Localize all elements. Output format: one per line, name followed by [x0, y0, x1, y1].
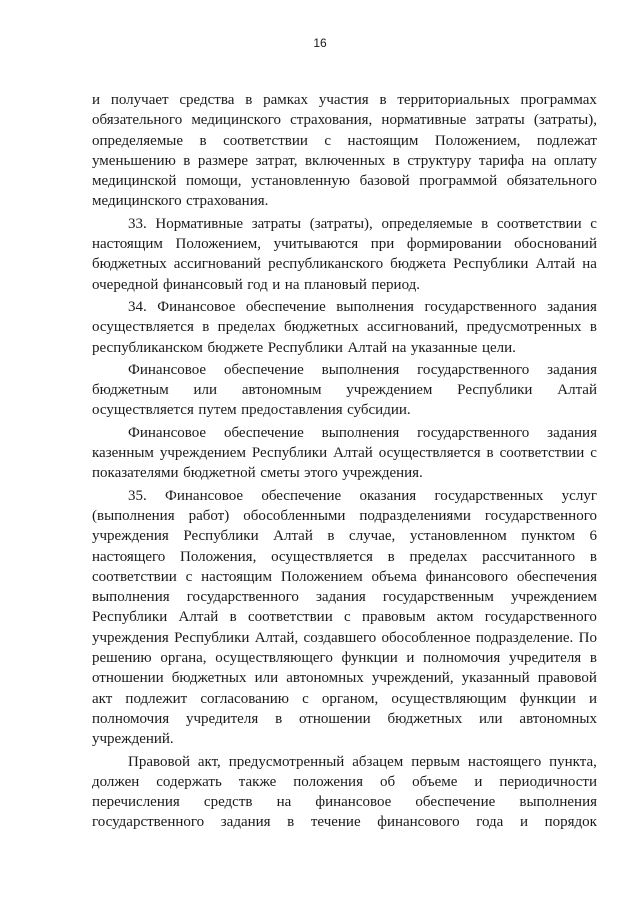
text-line: акт подлежит согласованию с органом, осуществляющим функции и — [92, 690, 597, 707]
text-line: 33. Нормативные затраты (затраты), определяемые в соответствии с — [128, 215, 597, 232]
text-line: бюджетных ассигнований республиканского бюджета Республики Алтай на — [92, 256, 597, 273]
text-line: (выполнения работ) обособленными подразделениями государственного — [92, 507, 597, 524]
text-line: казенным учреждением Республики Алтай осуществляется в соответствии с — [92, 445, 597, 462]
text-line: решению органа, осуществляющего функции и полномочия учредителя в — [92, 650, 597, 667]
text-line: отношении бюджетных или автономных учреждений, указанный правовой — [92, 670, 597, 687]
text-line: показателями бюджетной сметы этого учреждения. — [92, 465, 423, 482]
text-line: осуществляется путем предоставления субсидии. — [92, 402, 411, 419]
document-body — [92, 90, 597, 833]
text-line: должен содержать также положения об объеме и периодичности — [92, 773, 597, 790]
text-line: полномочия учредителя в отношении бюджетных или автономных — [92, 710, 597, 727]
text-line: выполнения государственного задания государственным учреждением — [92, 589, 597, 606]
text-line: 34. Финансовое обеспечение выполнения государственного задания — [128, 298, 597, 315]
text-line: соответствии с настоящим Положением объема финансового обеспечения — [92, 568, 597, 585]
text-line: учреждения Республики Алтай в случае, установленном пунктом 6 — [92, 528, 597, 545]
text-line: Республики Алтай в соответствии с правовым актом государственного — [92, 609, 597, 626]
text-line: бюджетным или автономным учреждением Республики Алтай — [92, 382, 597, 399]
text-line: настоящего Положения, осуществляется в пределах рассчитанного в — [92, 548, 597, 565]
text-line: 35. Финансовое обеспечение оказания государственных услуг — [128, 487, 597, 504]
text-line: государственного задания в течение финансового года и порядок — [92, 814, 597, 831]
text-line: уменьшению в размере затрат, включенных в структуру тарифа на оплату — [92, 152, 597, 169]
text-line: очередной финансовый год и на плановый период. — [92, 276, 421, 293]
text-line: определяемые в соответствии с настоящим Положением, подлежат — [92, 132, 597, 149]
text-line: осуществляется в пределах бюджетных ассигнований, предусмотренных в — [92, 319, 597, 336]
text-line: перечисления средств на финансовое обеспечение выполнения — [92, 794, 597, 811]
text-line: республиканском бюджете Республики Алтай на указанные цели. — [92, 339, 516, 356]
text-line: учреждений. — [92, 731, 174, 748]
text-line: медицинской помощи, установленную базовой программой обязательного — [92, 173, 597, 190]
text-line: учреждения Республики Алтай, создавшего обособленное подразделение. По — [92, 629, 597, 646]
text-line: Финансовое обеспечение выполнения государственного задания — [128, 424, 597, 441]
text-line: обязательного медицинского страхования, нормативные затраты (затраты), — [92, 112, 597, 129]
text-line: Правовой акт, предусмотренный абзацем первым настоящего пункта, — [128, 753, 597, 770]
text-line: и получает средства в рамках участия в территориальных программах — [92, 92, 597, 108]
text-line: Финансовое обеспечение выполнения государственного задания — [128, 361, 597, 378]
text-line: медицинского страхования. — [92, 193, 269, 210]
page-number: 16 — [313, 36, 327, 50]
text-line: настоящим Положением, учитываются при формировании обоснований — [92, 236, 597, 253]
